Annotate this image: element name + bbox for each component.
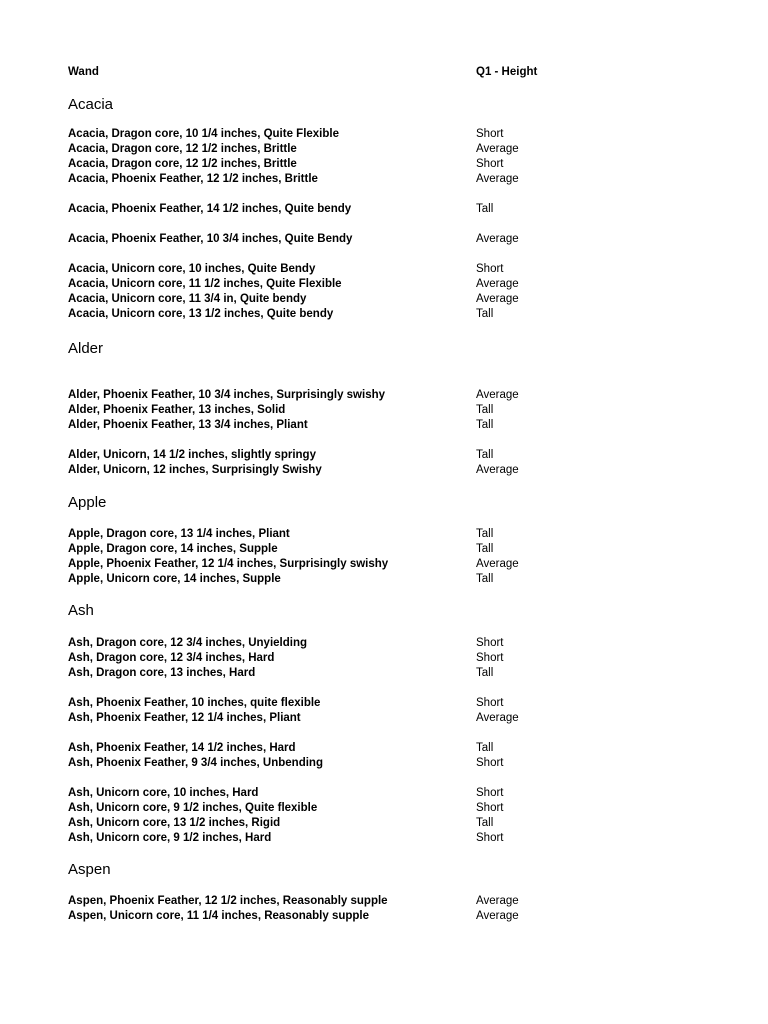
wand-cell: Acacia, Unicorn core, 11 3/4 in, Quite bendy [68,293,307,305]
height-cell: Average [476,558,519,570]
table-row [68,741,708,756]
wand-cell: Ash, Phoenix Feather, 10 inches, quite flexible [68,697,321,709]
height-cell: Short [476,652,504,664]
wand-cell: Ash, Phoenix Feather, 9 3/4 inches, Unbending [68,757,323,769]
table-row [68,157,708,172]
height-cell: Tall [476,449,494,461]
wand-cell: Ash, Unicorn core, 9 1/2 inches, Quite flexible [68,802,318,814]
wand-cell: Acacia, Phoenix Feather, 10 3/4 inches, Quite Bendy [68,233,353,245]
section-acacia [68,95,708,322]
table-row [68,666,708,681]
table-row [68,711,708,726]
wand-cell: Ash, Dragon core, 12 3/4 inches, Hard [68,652,275,664]
wand-cell: Aspen, Unicorn core, 11 1/4 inches, Reasonably supple [68,910,370,922]
wand-cell: Ash, Phoenix Feather, 14 1/2 inches, Hard [68,742,296,754]
height-cell: Average [476,293,519,305]
wand-cell: Ash, Unicorn core, 10 inches, Hard [68,787,259,799]
wand-cell: Ash, Dragon core, 13 inches, Hard [68,667,256,679]
table-header [68,66,708,82]
wand-cell: Ash, Unicorn core, 13 1/2 inches, Rigid [68,817,281,829]
height-cell: Average [476,910,519,922]
height-cell: Short [476,787,504,799]
section-title: Aspen [68,861,111,878]
height-cell: Tall [476,203,494,215]
table-row [68,801,708,816]
table-row [68,831,708,846]
table-row [68,127,708,142]
wand-cell: Ash, Unicorn core, 9 1/2 inches, Hard [68,832,272,844]
height-cell: Average [476,895,519,907]
height-column-header: Q1 - Height [476,66,538,78]
wand-cell: Apple, Dragon core, 14 inches, Supple [68,543,278,555]
wand-cell: Apple, Dragon core, 13 1/4 inches, Pliant [68,528,290,540]
height-cell: Average [476,143,519,155]
table-row [68,909,708,924]
table-row [68,277,708,292]
wand-cell: Acacia, Unicorn core, 13 1/2 inches, Quite bendy [68,308,334,320]
height-cell: Tall [476,404,494,416]
wand-cell: Acacia, Dragon core, 12 1/2 inches, Brittle [68,158,297,170]
wand-cell: Alder, Phoenix Feather, 13 3/4 inches, Pliant [68,419,308,431]
table-row [68,172,708,187]
height-cell: Short [476,158,504,170]
height-cell: Tall [476,667,494,679]
wand-cell: Acacia, Dragon core, 10 1/4 inches, Quite Flexible [68,128,339,140]
height-cell: Short [476,697,504,709]
section-aspen [68,860,708,924]
height-cell: Tall [476,528,494,540]
section-title: Apple [68,494,107,511]
wand-column-header: Wand [68,66,99,78]
table-row [68,816,708,831]
table-row [68,307,708,322]
table-row [68,557,708,572]
wand-cell: Apple, Unicorn core, 14 inches, Supple [68,573,281,585]
wand-cell: Acacia, Unicorn core, 10 inches, Quite Bendy [68,263,316,275]
wand-cell: Acacia, Phoenix Feather, 14 1/2 inches, Quite bendy [68,203,352,215]
height-cell: Average [476,389,519,401]
table-row [68,232,708,247]
wand-cell: Acacia, Unicorn core, 11 1/2 inches, Quite Flexible [68,278,342,290]
height-cell: Short [476,128,504,140]
height-cell: Tall [476,543,494,555]
height-cell: Short [476,802,504,814]
table-row [68,651,708,666]
height-cell: Tall [476,308,494,320]
height-cell: Tall [476,817,494,829]
height-cell: Average [476,233,519,245]
wand-cell: Acacia, Dragon core, 12 1/2 inches, Brittle [68,143,297,155]
section-title: Ash [68,602,94,619]
table-row [68,527,708,542]
section-apple [68,493,708,587]
height-cell: Short [476,263,504,275]
height-cell: Short [476,637,504,649]
height-cell: Short [476,832,504,844]
table-row [68,418,708,433]
wand-cell: Alder, Unicorn, 14 1/2 inches, slightly springy [68,449,316,461]
section-title: Alder [68,340,104,357]
height-cell: Average [476,464,519,476]
wand-cell: Alder, Unicorn, 12 inches, Surprisingly Swishy [68,464,322,476]
wand-cell: Ash, Dragon core, 12 3/4 inches, Unyielding [68,637,308,649]
height-cell: Short [476,757,504,769]
section-alder [68,339,708,478]
table-row [68,696,708,711]
height-cell: Average [476,173,519,185]
height-cell: Tall [476,742,494,754]
table-row [68,292,708,307]
table-row [68,448,708,463]
table-row [68,463,708,478]
wand-cell: Apple, Phoenix Feather, 12 1/4 inches, Surprisingly swishy [68,558,389,570]
table-row [68,756,708,771]
wand-cell: Aspen, Phoenix Feather, 12 1/2 inches, Reasonably supple [68,895,388,907]
section-title: Acacia [68,96,114,113]
table-row [68,403,708,418]
table-row [68,894,708,909]
table-row [68,262,708,277]
table-row [68,202,708,217]
section-ash [68,601,708,846]
table-row [68,786,708,801]
table-row [68,636,708,651]
height-cell: Tall [476,573,494,585]
table-row [68,542,708,557]
wand-cell: Ash, Phoenix Feather, 12 1/4 inches, Pliant [68,712,301,724]
table-row [68,142,708,157]
wand-cell: Acacia, Phoenix Feather, 12 1/2 inches, Brittle [68,173,318,185]
wand-cell: Alder, Phoenix Feather, 13 inches, Solid [68,404,286,416]
height-cell: Average [476,712,519,724]
height-cell: Average [476,278,519,290]
height-cell: Tall [476,419,494,431]
table-row [68,572,708,587]
table-row [68,388,708,403]
wand-cell: Alder, Phoenix Feather, 10 3/4 inches, Surprisingly swishy [68,389,386,401]
